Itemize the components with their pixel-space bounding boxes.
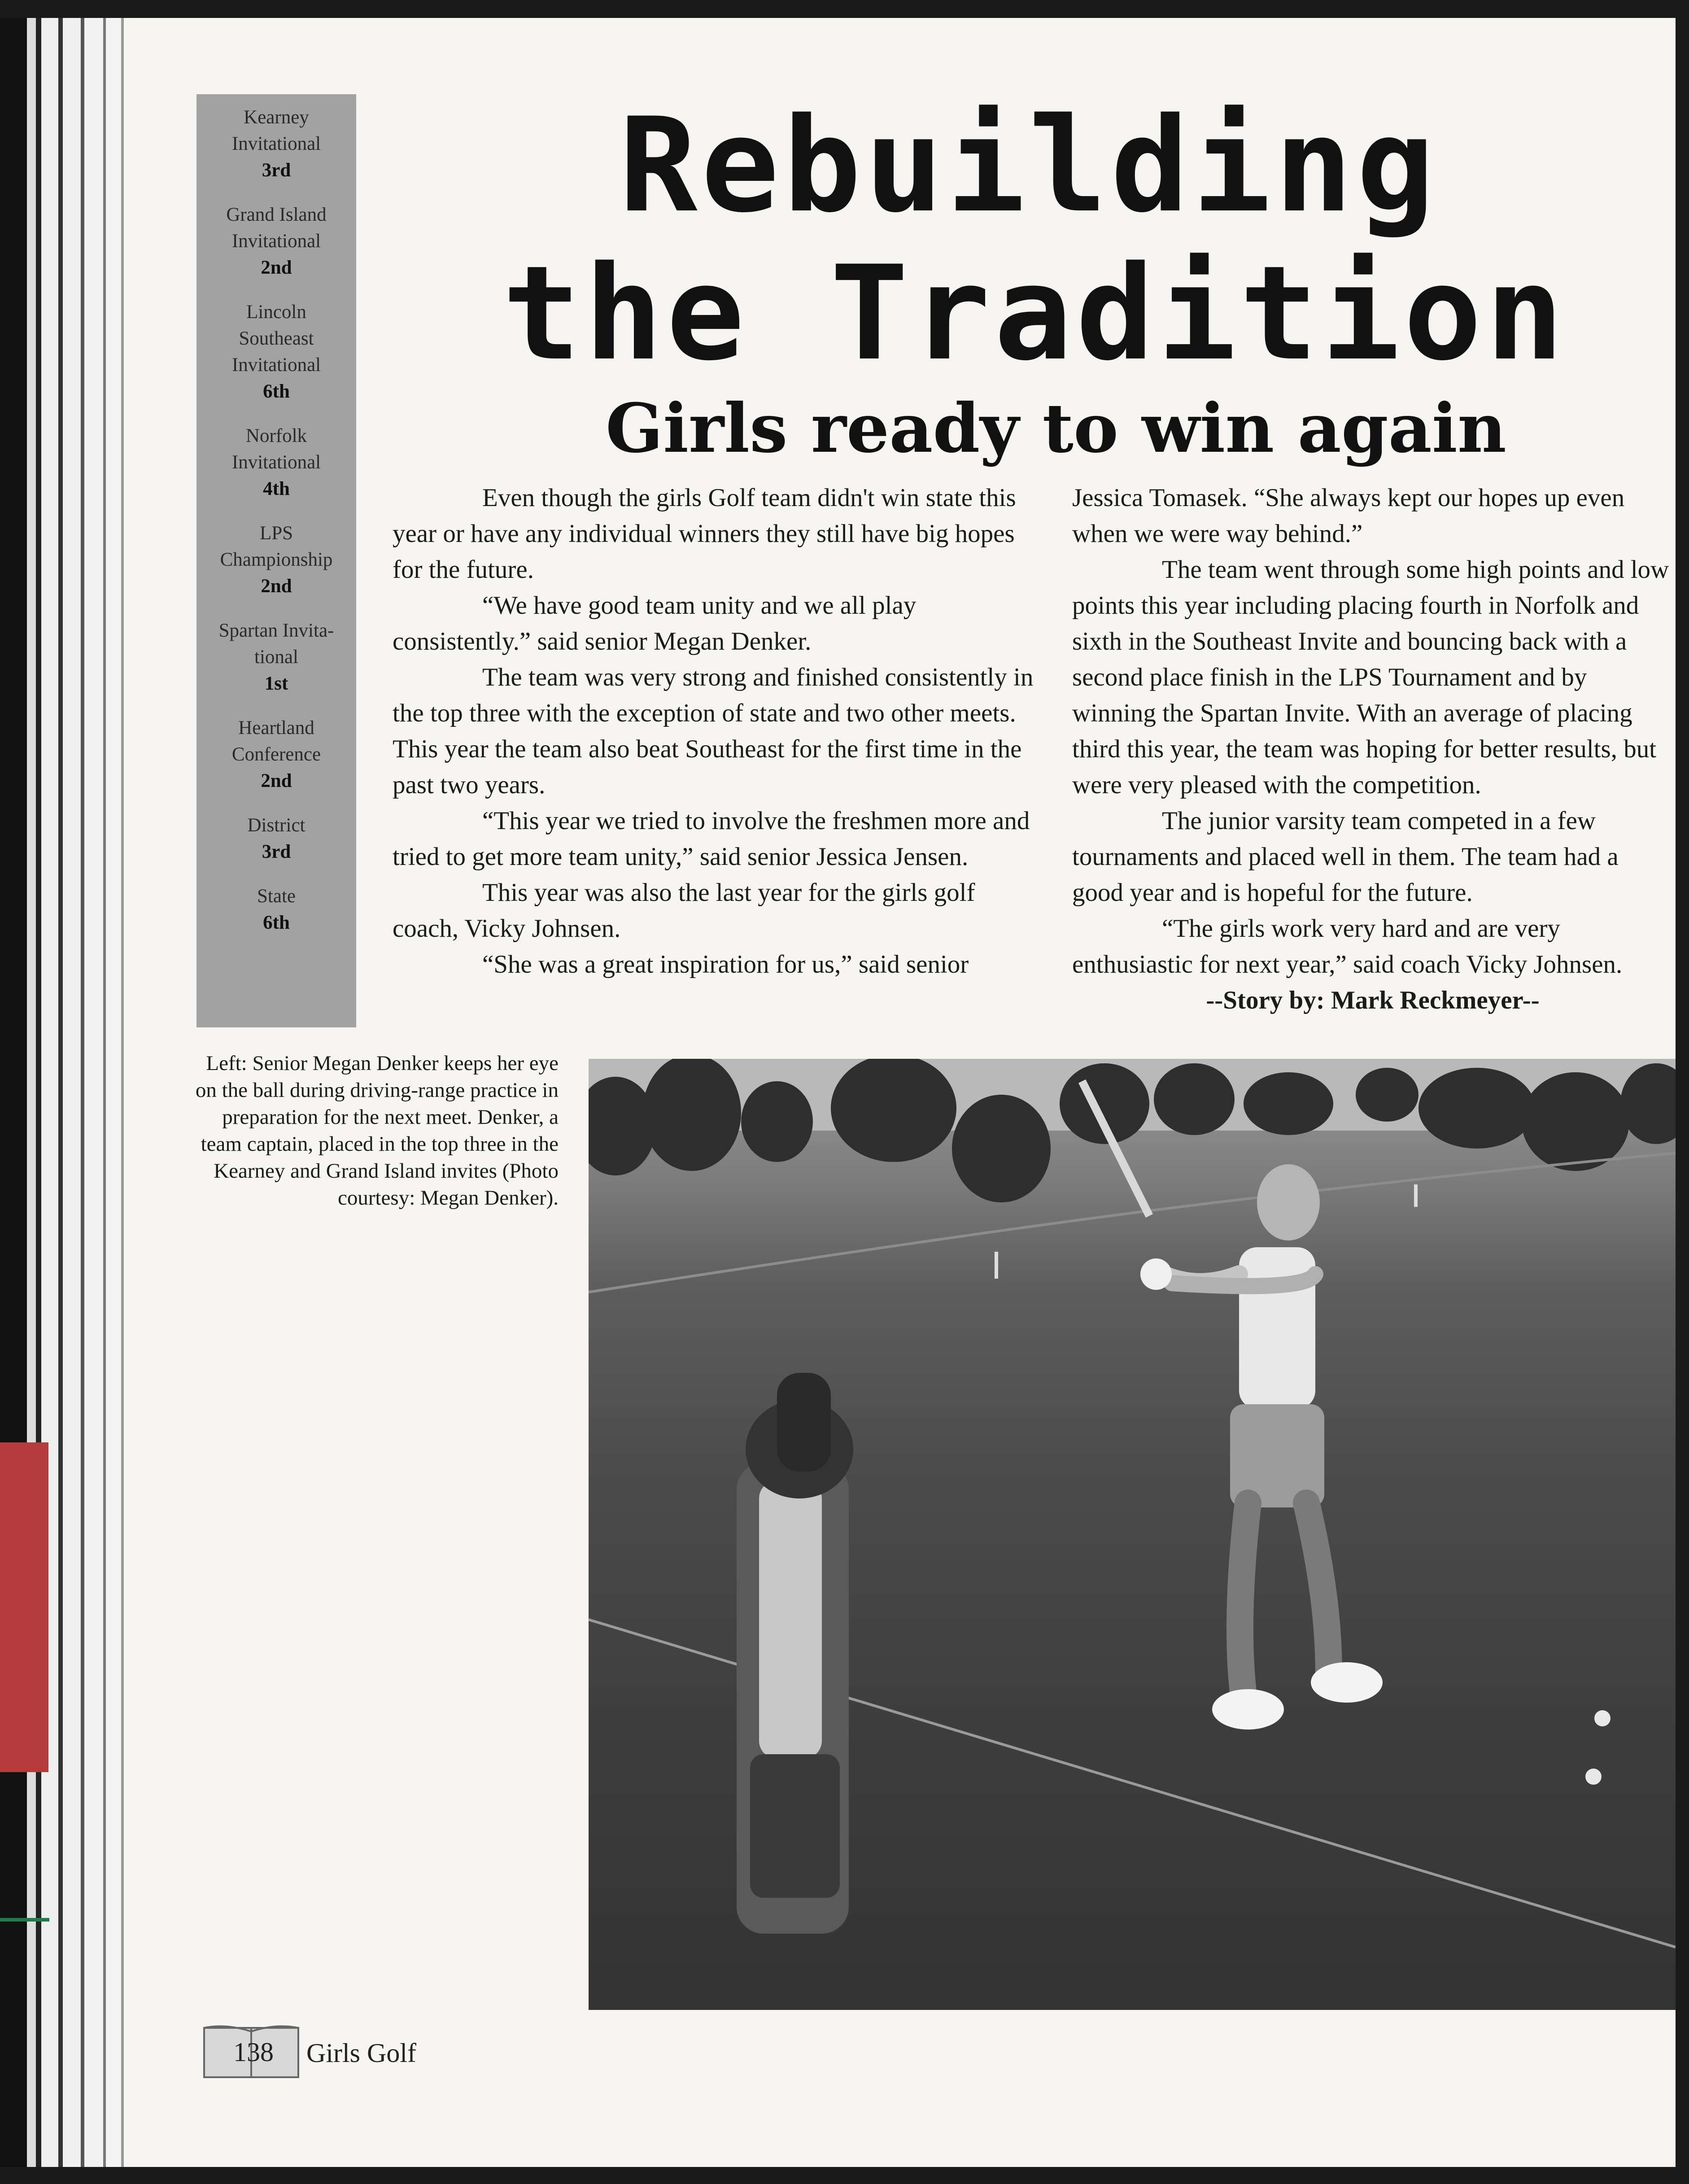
scan-border-bottom bbox=[0, 2167, 1689, 2184]
results-sidebar bbox=[196, 94, 356, 1027]
section-name: Girls Golf bbox=[306, 2038, 416, 2068]
story-paragraph: “The girls work very hard and are very enthusiastic for next year,” said coach Vicky Johnsen. bbox=[1072, 914, 1623, 978]
story-paragraph: Jessica Tomasek. “She always kept our hopes up even when we were way behind.” bbox=[1072, 484, 1625, 548]
binding-green-mark bbox=[0, 1918, 49, 1922]
photo-caption: Left: Senior Megan Denker keeps her eye on the ball during driving-range practice in preparation for the next meet. Denker, a team captain, placed in the top three in the Kearney and Grand Island invites (Photo courtesy: Megan Denker). bbox=[195, 1052, 559, 1210]
scan-border-right bbox=[1676, 0, 1689, 2184]
result-district: District 3rd bbox=[247, 815, 306, 862]
headline-line-1: Rebuilding bbox=[619, 90, 1438, 241]
story-paragraph: The team was very strong and finished consistently in the top three with the exception of state and two other meets. This year the team also beat Southeast for the first time in the past two years. bbox=[393, 663, 1034, 799]
page-number: 138 bbox=[233, 2037, 274, 2067]
page-edges bbox=[0, 0, 148, 2184]
story-paragraph: This year was also the last year for the girls golf coach, Vicky Johnsen. bbox=[393, 878, 975, 943]
result-lps-championship: LPS Championship 2nd bbox=[220, 523, 333, 597]
headline-subtitle: Girls ready to win again bbox=[606, 389, 1506, 468]
result-kearney: Kearney Invitational 3rd bbox=[231, 107, 321, 181]
story-paragraph: “She was a great inspiration for us,” said senior bbox=[482, 950, 969, 978]
headline-line-2: the Tradition bbox=[502, 238, 1567, 389]
golfer-photo-illustration bbox=[589, 1059, 1676, 2010]
binding-red-stripe bbox=[0, 1442, 48, 1772]
story-paragraph: “We have good team unity and we all play consistently.” said senior Megan Denker. bbox=[393, 591, 917, 655]
result-lincoln-southeast: Lincoln Southeast Invitational 6th bbox=[231, 301, 321, 402]
result-norfolk: Norfolk Invitational 4th bbox=[231, 425, 321, 499]
story-byline: --Story by: Mark Reckmeyer-- bbox=[1206, 986, 1540, 1014]
story-paragraph: The team went through some high points and low points this year including placing fourth in Norfolk and sixth in the Southeast Invite and bouncing back with a second place finish in the LPS Tournament and by winning the Spartan Invite. With an average of placing third this year, the team was hoping for better results, but were very pleased with the competition. bbox=[1072, 555, 1669, 799]
scan-border-top bbox=[0, 0, 1689, 18]
story-paragraph: The junior varsity team competed in a few tournaments and placed well in them. The team had a good year and is hopeful for the future. bbox=[1072, 807, 1619, 907]
result-heartland: Heartland Conference 2nd bbox=[231, 717, 321, 791]
result-spartan: Spartan Invita- tional 1st bbox=[218, 620, 334, 694]
story-column-2 bbox=[1072, 480, 1673, 1018]
story-column-1 bbox=[393, 480, 1043, 983]
story-paragraph: “This year we tried to involve the freshmen more and tried to get more team unity,” said senior Jessica Jensen. bbox=[393, 807, 1030, 871]
golfer-photo bbox=[589, 1059, 1676, 2010]
result-state: State 6th bbox=[257, 886, 296, 933]
result-grand-island: Grand Island Invitational 2nd bbox=[226, 204, 327, 278]
story-paragraph: Even though the girls Golf team didn't win state this year or have any individual winners they still have big hopes for the future. bbox=[393, 484, 1016, 584]
